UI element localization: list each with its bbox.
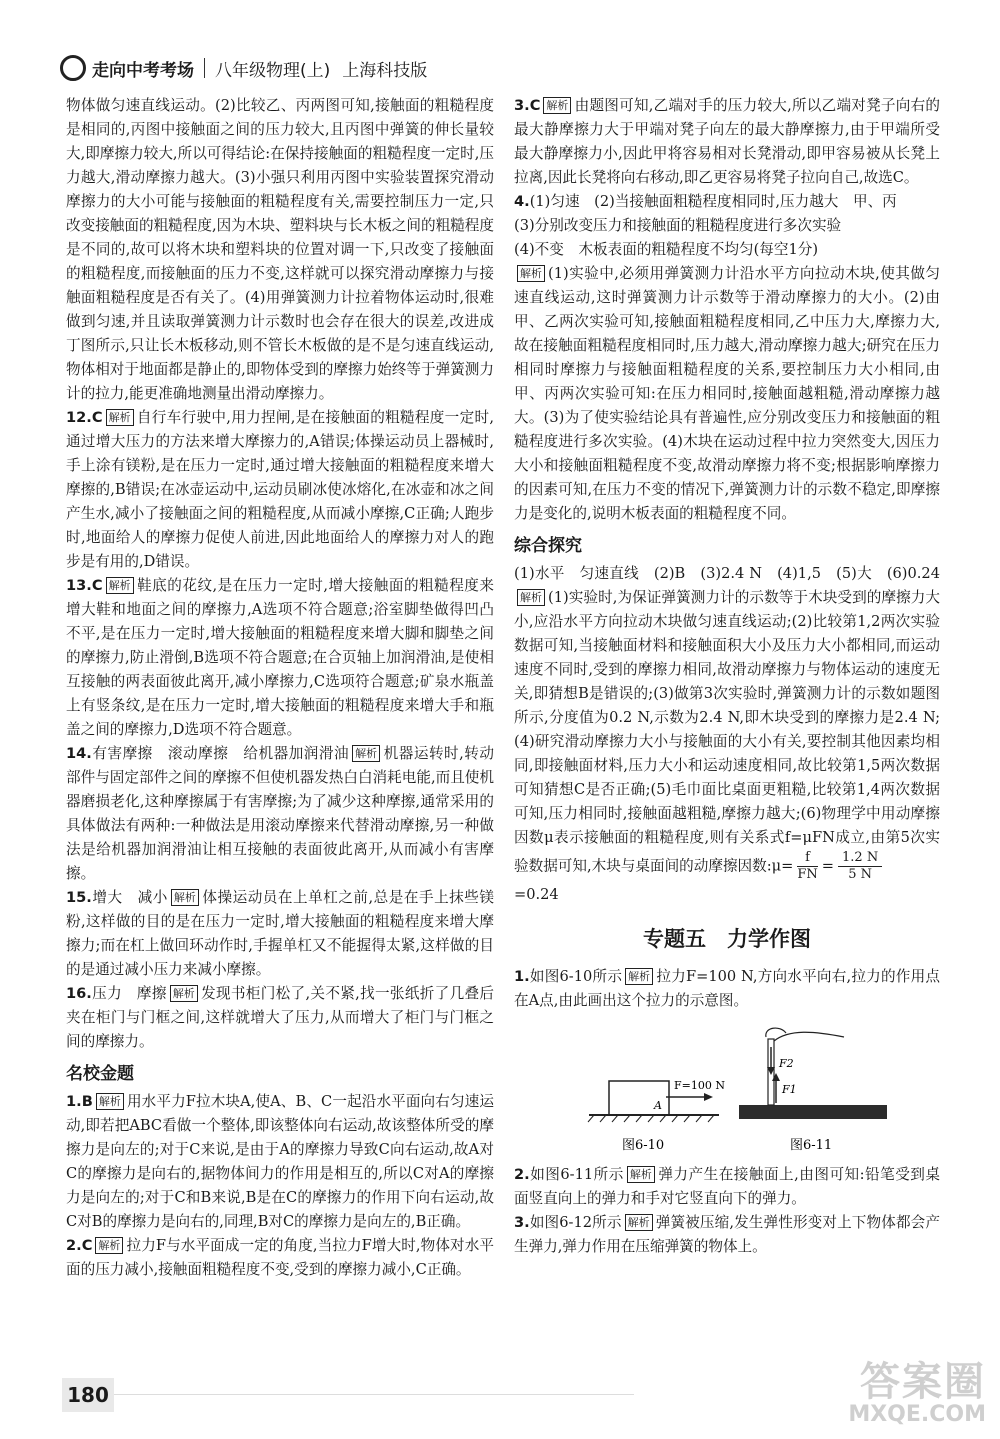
drawing-answer-2	[514, 1163, 940, 1211]
analysis-badge: 解析	[96, 1093, 124, 1110]
gold-answer-1	[66, 1090, 494, 1234]
topic-heading: 专题五 力学作图	[643, 927, 811, 951]
answer-14	[66, 742, 494, 886]
book-title: 走向中考考场	[92, 60, 194, 81]
item-answer: (1)水平 匀速直线 (2)B (3)2.4 N (4)1,5 (5)大 (6)0.24	[514, 565, 940, 582]
analysis-badge: 解析	[170, 985, 198, 1002]
item-number: 4.	[514, 193, 530, 210]
item-number: 14.	[66, 745, 92, 762]
figure-caption: 图6-10	[622, 1138, 665, 1153]
answer-12	[66, 406, 494, 574]
footer-rule	[114, 1394, 634, 1395]
item-explanation: 自行车行驶中,用力捏闸,是在接触面的粗糙程度一定时,通过增大压力的方法来增大摩擦力的,A错误;体操运动员上器械时,手上涂有镁粉,是在压力一定时,通过增大接触面的粗糙程度来增大摩擦的,B错误;在冰壶运动中,运动员刷冰使冰熔化,在冰壶和冰之间产生水,减小了接触面之间的粗糙程度,从而减小摩擦,C正确;人跑步时,地面给人的摩擦力促使人前进,因此地面给人的摩擦力对人的跑步是有用的,D错误。	[66, 409, 494, 570]
force-arrowhead	[704, 1093, 713, 1101]
item-number: 3.	[514, 97, 530, 114]
item-number: 1.	[66, 1093, 82, 1110]
item-answer: C	[529, 97, 541, 114]
book-publisher: 上海科技版	[342, 60, 428, 81]
gold-answer-4	[514, 190, 940, 526]
watermark-line-2: MXQE.COM	[848, 1402, 986, 1427]
answer-16	[66, 982, 494, 1054]
item-number: 16.	[66, 985, 92, 1002]
figure-caption: 图6-11	[790, 1138, 833, 1153]
item-explanation: 由题图可知,乙端对手的压力较大,所以乙端对凳子向右的最大静摩擦力大于甲端对凳子向左的最大静摩擦力,由于甲端所受最大静摩擦力小,因此甲将容易相对长凳滑动,即甲容易被从长凳上拉离,因此长凳将向右移动,即乙更容易将凳子拉向自己,故选C。	[514, 97, 940, 186]
item-answer: 增大 减小	[91, 889, 168, 906]
value-ratio-formula	[838, 850, 882, 883]
book-logo-icon	[60, 55, 86, 81]
book-subtitle: 八年级物理(上)	[215, 60, 331, 81]
item-explanation: 用水平力F拉木块A,使A、B、C一起沿水平面向右匀速运动,即若把ABC看做一个整体,即该整体向右运动,故该整体所受的摩擦力是向左的;对于C来说,是由于A的摩擦力导致C向右运动,故A对C的摩擦力是向右的,据物体间力的作用是相互的,所以C对A的摩擦力是向左的;对于C和B来说,B是在C的摩擦力的作用下向右运动,故C对B的摩擦力是向右的,同理,B对C的摩擦力是向左的,B正确。	[66, 1093, 494, 1230]
watermark-line-1: 答案圈	[860, 1359, 986, 1405]
ground-hatch	[588, 1115, 714, 1122]
point-label: A	[654, 1099, 662, 1112]
section-heading: 名校金题	[66, 1064, 134, 1084]
friction-ratio-formula	[797, 850, 817, 883]
right-column	[514, 94, 940, 1259]
formula-numerator: f	[797, 850, 817, 867]
hand-outline	[774, 1032, 844, 1041]
analysis-badge: 解析	[95, 1237, 123, 1254]
item-answer: 压力 摩擦	[91, 985, 167, 1002]
item-explanation: (1)实验时,为保证弹簧测力计的示数等于木块受到的摩擦力大小,应沿水平方向拉动木块做匀速直线运动;(2)比较第1,2两次实验数据可知,当接触面材料和接触面积大小及压力大小都相同,而运动速度不同时,受到的摩擦力相同,故滑动摩擦力与物体运动的速度无关,即猜想B是错误的;(3)做第3次实验时,弹簧测力计的示数如题图所示,分度值为0.2 N,示数为2.4 N,即木块受到的摩擦力是2.4 N;(4)研究滑动摩擦力大小与接触面的大小有关,要控制其他因素均相同,即接触面材料,压力大小和运动速度相同,故比较第1,5两次数据可知猜想C是否正确;(5)毛巾面比桌面更粗糙,比较第1,4两次数据可知,压力相同时,接触面越粗糙,摩擦力越大;(6)物理学中用动摩擦因数μ表示接触面的粗糙程度,则有关系式f=μFN成立,由第5次实验数据可知,木块与桌面间的动摩擦因数:μ=	[514, 589, 940, 875]
header-divider	[204, 58, 205, 78]
analysis-badge: 解析	[625, 1214, 653, 1231]
item-answer-line: (1)匀速 (2)当接触面粗糙程度相同时,压力越大 甲、丙	[529, 193, 897, 210]
formula-numerator: 1.2 N	[838, 850, 882, 867]
item-answer-line: (4)不变 木板表面的粗糙程度不均匀(每空1分)	[514, 241, 819, 258]
item-answer: 如图6-11所示	[529, 1166, 624, 1183]
item-explanation: 拉力F=100 N,方向水平向右,拉力的作用点在A点,由此画出这个拉力的示意图。	[514, 968, 940, 1009]
f1-label: F1	[782, 1083, 797, 1096]
figure-6-11	[739, 1028, 887, 1153]
item-number: 12.	[66, 409, 92, 426]
item-answer: 如图6-12所示	[529, 1214, 622, 1231]
item-explanation: (1)实验中,必须用弹簧测力计沿水平方向拉动木块,使其做匀速直线运动,这时弹簧测力计示数等于滑动摩擦力的大小。(2)由甲、乙两次实验可知,接触面粗糙程度相同,乙中压力大,摩擦力大,故在接触面粗糙程度相同时,压力越大,滑动摩擦力越大;研究在压力相同时摩擦力与接触面粗糙程度的关系,要控制压力大小相同,由甲、丙两次实验可知:在压力相同时,接触面越粗糙,滑动摩擦力越大。(3)为了使实验结论具有普遍性,应分别改变压力和接触面的粗糙程度进行多次实验。(4)木块在运动过程中拉力突然变大,因压力大小和接触面粗糙程度不变,故滑动摩擦力将不变;根据影响摩擦力的因素可知,在压力不变的情况下,弹簧测力计的示数不稳定,即摩擦力是变化的,说明木板表面的粗糙程度不同。	[514, 265, 940, 522]
item-answer: 如图6-10所示	[529, 968, 623, 985]
figure-row	[514, 1019, 940, 1159]
left-column	[66, 94, 494, 1282]
drawing-answer-1	[514, 965, 940, 1013]
item-explanation: 机器运转时,转动部件与固定部件之间的摩擦不但使机器发热白白消耗电能,而且使机器磨损老化,这种摩擦属于有害摩擦;为了减少这种摩擦,通常采用的具体做法有两种:一种做法是用滚动摩擦来代替滑动摩擦,另一种做法是给机器加润滑油让相互接触的表面彼此离开,从而减小有害摩擦。	[66, 745, 494, 882]
desk-surface	[739, 1105, 887, 1119]
item-explanation: 拉力F与水平面成一定的角度,当拉力F增大时,物体对水平面的压力减小,接触面粗糙程度不变,受到的摩擦力减小,C正确。	[66, 1237, 494, 1278]
gold-answer-2	[66, 1234, 494, 1282]
item-explanation: 发现书柜门松了,关不紧,找一张纸折了几叠后夹在柜门与门框之间,这样就增大了压力,从而增大了柜门与门框之间的摩擦力。	[66, 985, 494, 1050]
force-diagrams	[514, 1019, 940, 1159]
item-number: 2.	[514, 1166, 530, 1183]
force-label: F=100 N	[674, 1079, 725, 1092]
item-explanation: 弹力产生在接触面上,由图可知:铅笔受到桌面竖直向上的弹力和手对它竖直向下的弹力。	[514, 1166, 940, 1207]
item-number: 15.	[66, 889, 92, 906]
formula-denominator: 5 N	[848, 867, 872, 882]
item-explanation: 鞋底的花纹,是在压力一定时,增大接触面的粗糙程度来增大鞋和地面之间的摩擦力,A选项不符合题意;浴室脚垫做得凹凸不平,是在压力一定时,增大接触面的粗糙程度来增大脚和脚垫之间的摩擦力,防止滑倒,B选项不符合题意;在合页轴上加润滑油,是使相互接触的两表面彼此离开,减小摩擦力,C选项符合题意;矿泉水瓶盖上有竖条纹,是在压力一定时,增大接触面的粗糙程度来增大手和瓶盖之间的摩擦力,D选项不符合题意。	[66, 577, 494, 738]
figure-6-10	[588, 1079, 725, 1153]
analysis-badge: 解析	[106, 409, 134, 426]
analysis-badge: 解析	[625, 968, 653, 985]
item-answer-line: (3)分别改变压力和接触面的粗糙程度进行多次实验	[514, 217, 842, 234]
formula-result: =0.24	[514, 886, 559, 903]
running-header	[60, 50, 427, 86]
site-watermark	[848, 1361, 986, 1427]
item-number: 13.	[66, 577, 92, 594]
analysis-badge: 解析	[543, 97, 571, 114]
page-number: 180	[62, 1378, 114, 1412]
formula-denominator: FN	[797, 867, 818, 882]
gold-answer-3	[514, 94, 940, 190]
f2-label: F2	[779, 1057, 794, 1070]
analysis-badge: 解析	[627, 1166, 655, 1183]
item-answer: C	[81, 1237, 93, 1254]
item-answer: B	[81, 1093, 93, 1110]
inquiry-answer: (1)水平 匀速直线 (2)B (3)2.4 N (4)1,5 (5)大 (6)0.24解析 (1)实验时,为保证弹簧测力计的示数等于木块受到的摩擦力大小,应沿水平方向拉动木块做匀速直线运动;(2)比较第1,2两次实验数据可知,当接触面材料和接触面积大小及压力大小都相同,而运动速度不同时,受到的摩擦力相同,故滑动摩擦力与物体运动的速度无关,即猜想B是错误的;(3)做第3次实验时,弹簧测力计的示数如题图所示,分度值为0.2 N,示数为2.4 N,即木块受到的摩擦力是2.4 N;(4)研究滑动摩擦力大小与接触面的大小有关,要控制其他因素均相同,即接触面材料,压力大小和运动速度相同,故比较第1,5两次数据可知猜想C是否正确;(5)毛巾面比桌面更粗糙,比较第1,4两次数据可知,压力相同时,接触面越粗糙,摩擦力越大;(6)物理学中用动摩擦因数μ表示接触面的粗糙程度,则有关系式f=μFN成立,由第5次实验数据可知,木块与桌面间的动摩擦因数:μ= $\frac{f}{FN}$ = $\frac{1.2 N}{5 N}$ =0.24	[514, 565, 940, 903]
item-number: 3.	[514, 1214, 530, 1231]
analysis-badge: 解析	[352, 745, 380, 762]
section-heading: 综合探究	[514, 536, 582, 556]
drawing-answer-3	[514, 1211, 940, 1259]
item-answer: C	[91, 577, 103, 594]
item-explanation: 体操运动员在上单杠之前,总是在手上抹些镁粉,这样做的目的是在压力一定时,增大接触面的粗糙程度来增大摩擦力;而在杠上做回环动作时,手握单杠又不能握得太紧,这样做的目的是通过减小压力来减小摩擦。	[66, 889, 494, 978]
continued-answer: 物体做匀速直线运动。(2)比较乙、丙两图可知,接触面的粗糙程度是相同的,丙图中接触面之间的压力较大,且丙图中弹簧的伸长量较大,即摩擦力较大,所以可得结论:在保持接触面的粗糙程度一定时,压力越大,滑动摩擦力越大。(3)小强只利用丙图中实验装置探究滑动摩擦力的大小可能与接触面的粗糙程度有关,需要控制压力一定,只改变接触面的粗糙程度,因为木块、塑料块与长木板之间的粗糙程度是不同的,故可以将木块和塑料块的位置对调一下,只改变了接触面的粗糙程度,而接触面的压力不变,这样就可以探究滑动摩擦力与接触面粗糙程度是否有关了。(4)用弹簧测力计拉着物体运动时,很难做到匀速,并且读取弹簧测力计示数时也会存在很大的误差,改进成丁图所示,只让长木板移动,则不管长木板做的是不是匀速直线运动,物体相对于地面都是静止的,即物体受到的摩擦力始终等于弹簧测力计的拉力,能更准确地测量出滑动摩擦力。	[66, 97, 494, 402]
answer-15	[66, 886, 494, 982]
item-number: 1.	[514, 968, 530, 985]
analysis-badge: 解析	[171, 889, 199, 906]
item-explanation: 弹簧被压缩,发生弹性形变对上下物体都会产生弹力,弹力作用在压缩弹簧的物体上。	[514, 1214, 940, 1255]
analysis-badge: 解析	[517, 265, 545, 282]
answer-13	[66, 574, 494, 742]
item-answer: C	[91, 409, 103, 426]
item-answer: 有害摩擦 滚动摩擦 给机器加润滑油	[91, 745, 350, 762]
analysis-badge: 解析	[517, 589, 545, 606]
item-number: 2.	[66, 1237, 82, 1254]
analysis-badge: 解析	[106, 577, 134, 594]
